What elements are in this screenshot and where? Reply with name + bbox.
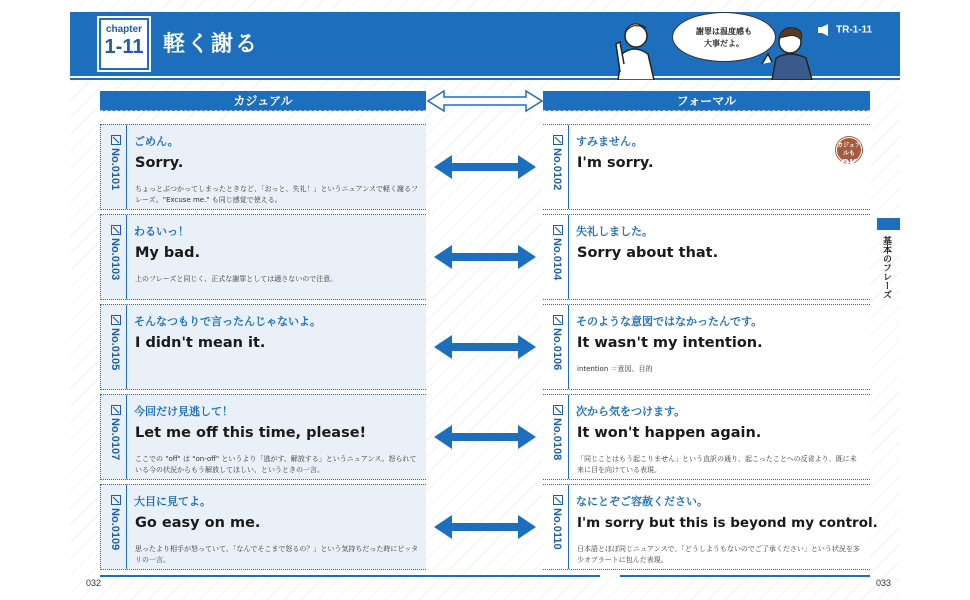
phrase-number-strip — [101, 395, 127, 479]
chapter-number: 1-11 — [104, 36, 144, 58]
phrase-number-strip — [101, 485, 127, 569]
phrase-japanese: ごめん。 — [134, 135, 179, 148]
double-arrow-outline-icon — [426, 89, 544, 113]
double-arrow-icon — [432, 513, 538, 541]
phrase-note: 上のフレーズと同じく、正式な謝罪としては適さないので注意。 — [135, 275, 338, 283]
phrase-english: It won't happen again. — [577, 425, 762, 441]
phrase-note: ここでの "off" は "on-off" というより「逃がす、解放する」というニュアンス。怒られている今の状況からもう解放してほしい、というときの一言。 — [135, 455, 417, 474]
phrase-number: No.0101 — [109, 148, 121, 191]
phrase-english: Sorry. — [135, 155, 184, 171]
double-arrow-icon — [432, 153, 538, 181]
phrase-number-strip — [543, 305, 569, 389]
checkbox-icon — [553, 495, 563, 505]
page-number-right: 033 — [876, 578, 892, 588]
checkbox-icon — [111, 225, 121, 235]
speech-bubble-line2: 大事だよ。 — [704, 39, 744, 48]
casual-phrase-card — [100, 124, 426, 210]
checkbox-icon — [111, 405, 121, 415]
phrase-number: No.0108 — [551, 418, 563, 461]
speaker-icon — [818, 24, 832, 36]
formal-phrase-card — [543, 484, 878, 570]
speech-bubble-line1: 謝罪は温度感も — [696, 27, 752, 36]
phrase-english: I didn't mean it. — [135, 335, 266, 351]
phrase-english: It wasn't my intention. — [577, 335, 763, 351]
phrase-number: No.0110 — [551, 508, 563, 550]
phrase-japanese: 今回だけ見逃して！ — [134, 405, 233, 418]
side-tab-label[interactable]: 基本のフレーズ — [881, 236, 891, 299]
phrase-japanese: 失礼しました。 — [576, 225, 653, 238]
checkbox-icon — [111, 135, 121, 145]
casual-column-header: カジュアル — [100, 91, 426, 111]
casual-phrase-card — [100, 484, 426, 570]
checkbox-icon — [553, 135, 563, 145]
phrase-number: No.0104 — [551, 238, 563, 281]
footer-rule-right — [620, 575, 870, 577]
phrase-english: Go easy on me. — [135, 515, 261, 531]
chapter-badge — [99, 18, 149, 70]
checkbox-icon — [111, 315, 121, 325]
phrase-japanese: そんなつもりで言ったんじゃないよ。 — [134, 315, 321, 328]
checkbox-icon — [553, 225, 563, 235]
phrase-row — [100, 484, 878, 570]
phrase-note: intention ＝意図、目的 — [577, 365, 653, 373]
phrase-number-strip — [543, 395, 569, 479]
phrase-number-strip — [543, 125, 569, 209]
footer-rule-left — [100, 575, 600, 577]
track-label: TR-1-11 — [836, 24, 873, 36]
double-arrow-icon — [432, 243, 538, 271]
formal-phrase-card — [543, 304, 870, 390]
phrase-number-strip — [101, 215, 127, 299]
checkbox-icon — [111, 495, 121, 505]
phrase-number: No.0105 — [109, 328, 121, 371]
phrase-japanese: すみません。 — [576, 135, 643, 148]
phrase-number: No.0106 — [551, 328, 563, 371]
phrase-english: Sorry about that. — [577, 245, 719, 261]
phrase-number-strip — [101, 125, 127, 209]
phrase-japanese: 大目に見てよ。 — [134, 495, 211, 508]
double-arrow-icon — [432, 423, 538, 451]
phrase-note: ちょっとぶつかってしまったときなど、「おっと、失礼！」というニュアンスで軽く謝るフレーズ。"Excuse me." も同じ感覚で使える。 — [135, 185, 419, 204]
casual-phrase-card — [100, 394, 426, 480]
phrase-row — [100, 124, 870, 210]
phrase-japanese: なにとぞご容赦ください。 — [576, 495, 708, 508]
badge-caption: カジュアルも — [837, 142, 861, 157]
phrase-number: No.0102 — [551, 148, 563, 191]
phrase-number: No.0103 — [109, 238, 121, 281]
phrase-row — [100, 394, 870, 480]
phrase-note: 思ったより相手が怒っていて、「なんでそこまで怒るの？」という気持ちだった時にピッタリの一言。 — [135, 545, 419, 564]
page-title: 軽く謝る — [163, 32, 260, 57]
phrase-english: I'm sorry but this is beyond my control. — [577, 515, 878, 531]
phrase-number-strip — [543, 215, 569, 299]
phrase-japanese: 次から気をつけます。 — [576, 405, 686, 418]
casual-ok-badge — [836, 137, 862, 169]
formal-phrase-card — [543, 214, 870, 300]
checkbox-icon — [553, 405, 563, 415]
phrase-number: No.0109 — [109, 508, 121, 551]
formal-phrase-card — [543, 394, 870, 480]
phrase-number: No.0107 — [109, 418, 121, 461]
side-tab-marker — [877, 218, 900, 230]
phrase-english: Let me off this time, please! — [135, 425, 367, 441]
phrase-number-strip — [101, 305, 127, 389]
phrase-japanese: わるいっ！ — [134, 225, 189, 238]
casual-phrase-card — [100, 214, 426, 300]
phrase-english: I'm sorry. — [577, 155, 654, 171]
audio-track[interactable] — [818, 24, 872, 36]
phrase-row — [100, 304, 870, 390]
formal-phrase-card — [543, 124, 870, 210]
double-arrow-icon — [432, 333, 538, 361]
phrase-japanese: そのような意図ではなかったんです。 — [576, 315, 763, 328]
chapter-word: chapter — [105, 24, 143, 35]
badge-ok: OK — [840, 158, 858, 169]
speech-bubble — [672, 12, 776, 62]
phrase-number-strip — [543, 485, 569, 569]
formal-column-header: フォーマル — [543, 91, 870, 111]
phrase-row — [100, 214, 870, 300]
casual-phrase-card — [100, 304, 426, 390]
phrase-note: 「同じことはもう起こりません」という直訳の通り、起こったことへの反省より、既に未来に目を向けている表現。 — [577, 455, 857, 474]
checkbox-icon — [553, 315, 563, 325]
page-number-left: 032 — [86, 578, 102, 588]
phrase-english: My bad. — [135, 245, 200, 261]
phrase-note: 日本語とほぼ同じニュアンスで、「どうしようもないのでご了承ください」という状況を多少オブラートに包んだ表現。 — [577, 545, 860, 564]
